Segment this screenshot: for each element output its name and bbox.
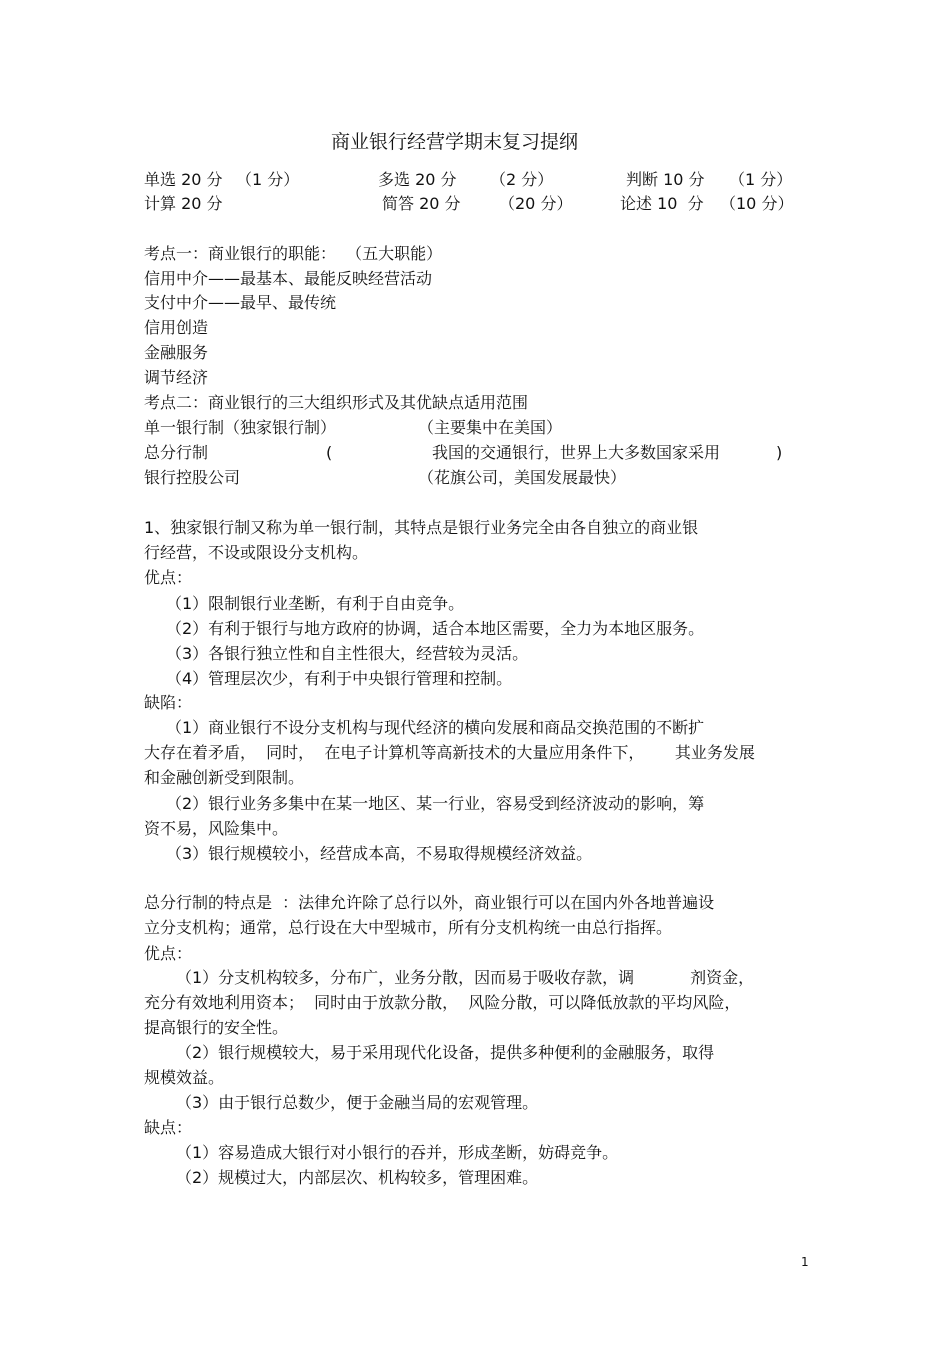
- score-judge: 判断 10 分: [626, 170, 705, 189]
- advantages-label: 优点：: [144, 944, 193, 963]
- score-short: 简答 20 分: [382, 194, 461, 213]
- paragraph-line: 立分支机构；通常，总行设在大中型城市，所有分支机构统一由总行指挥。: [144, 918, 673, 937]
- document-title: 商业银行经营学期末复习提纲: [331, 131, 579, 153]
- list-item: 信用中介——最基本、最能反映经营活动: [144, 269, 433, 288]
- score-single-points: （1 分）: [236, 170, 300, 189]
- paragraph-line: （1）分支机构较多，分布广，业务分散，因而易于吸收存款，调 剂资金，: [176, 968, 755, 987]
- paragraph-line: （3）由于银行总数少，便于金融当局的宏观管理。: [176, 1093, 539, 1112]
- paragraph-line: （1）商业银行不设分支机构与现代经济的横向发展和商品交换范围的不断扩: [166, 718, 705, 737]
- paragraph-line: （3）银行规模较小，经营成本高，不易取得规模经济效益。: [166, 844, 593, 863]
- score-short-points: （20 分）: [499, 194, 573, 213]
- form-name: 银行控股公司: [144, 468, 241, 487]
- form-note-open: (: [326, 443, 333, 462]
- score-multi-points: （2 分）: [490, 170, 554, 189]
- form-note-close: ): [776, 443, 783, 462]
- list-item: （1）限制银行业垄断，有利于自由竞争。: [166, 594, 465, 613]
- point2-heading: 考点二：商业银行的三大组织形式及其优缺点适用范围: [144, 393, 529, 412]
- paragraph-line: 行经营，不设或限设分支机构。: [144, 543, 369, 562]
- paragraph-line: （2）银行业务多集中在某一地区、某一行业，容易受到经济波动的影响，筹: [166, 794, 705, 813]
- form-name: 单一银行制（独家银行制）: [144, 418, 337, 437]
- list-item: （2）规模过大，内部层次、机构较多，管理困难。: [176, 1168, 539, 1187]
- score-multi: 多选 20 分: [378, 170, 457, 189]
- list-item: （3）各银行独立性和自主性很大，经营较为灵活。: [166, 644, 529, 663]
- list-item: 支付中介——最早、最传统: [144, 293, 337, 312]
- advantages-label: 优点：: [144, 568, 193, 587]
- disadvantages-label: 缺陷：: [144, 693, 193, 712]
- point1-heading: 考点一：商业银行的职能： （五大职能）: [144, 244, 443, 263]
- score-essay-points: （10 分）: [720, 194, 794, 213]
- paragraph-line: 充分有效地利用资本； 同时由于放款分散， 风险分散，可以降低放款的平均风险，: [144, 993, 741, 1012]
- form-note: （花旗公司，美国发展最快）: [418, 468, 627, 487]
- list-item: （2）有利于银行与地方政府的协调，适合本地区需要，全力为本地区服务。: [166, 619, 705, 638]
- score-essay: 论述 10 分: [620, 194, 704, 213]
- list-item: （4）管理层次少，有利于中央银行管理和控制。: [166, 669, 513, 688]
- list-item: 信用创造: [144, 318, 209, 337]
- score-single: 单选 20 分: [144, 170, 223, 189]
- score-calc: 计算 20 分: [144, 194, 223, 213]
- paragraph-line: 大存在着矛盾， 同时， 在电子计算机等高新技术的大量应用条件下， 其业务发展: [144, 743, 755, 762]
- form-note: 我国的交通银行，世界上大多数国家采用: [432, 443, 721, 462]
- disadvantages-label: 缺点：: [144, 1118, 193, 1137]
- list-item: 调节经济: [144, 368, 209, 387]
- page-number: 1: [801, 1255, 809, 1269]
- paragraph-line: （2）银行规模较大，易于采用现代化设备，提供多种便利的金融服务，取得: [176, 1043, 715, 1062]
- paragraph-line: 1、独家银行制又称为单一银行制，其特点是银行业务完全由各自独立的商业银: [144, 518, 699, 537]
- form-note: （主要集中在美国）: [418, 418, 563, 437]
- list-item: 金融服务: [144, 343, 209, 362]
- paragraph-line: 规模效益。: [144, 1068, 225, 1087]
- paragraph-line: 总分行制的特点是 ：法律允许除了总行以外，商业银行可以在国内外各地普遍设: [144, 893, 715, 912]
- paragraph-line: 提高银行的安全性。: [144, 1018, 289, 1037]
- paragraph-line: 和金融创新受到限制。: [144, 768, 305, 787]
- paragraph-line: 资不易，风险集中。: [144, 819, 289, 838]
- score-judge-points: （1 分）: [729, 170, 793, 189]
- form-name: 总分行制: [144, 443, 209, 462]
- list-item: （1）容易造成大银行对小银行的吞并，形成垄断，妨碍竞争。: [176, 1143, 619, 1162]
